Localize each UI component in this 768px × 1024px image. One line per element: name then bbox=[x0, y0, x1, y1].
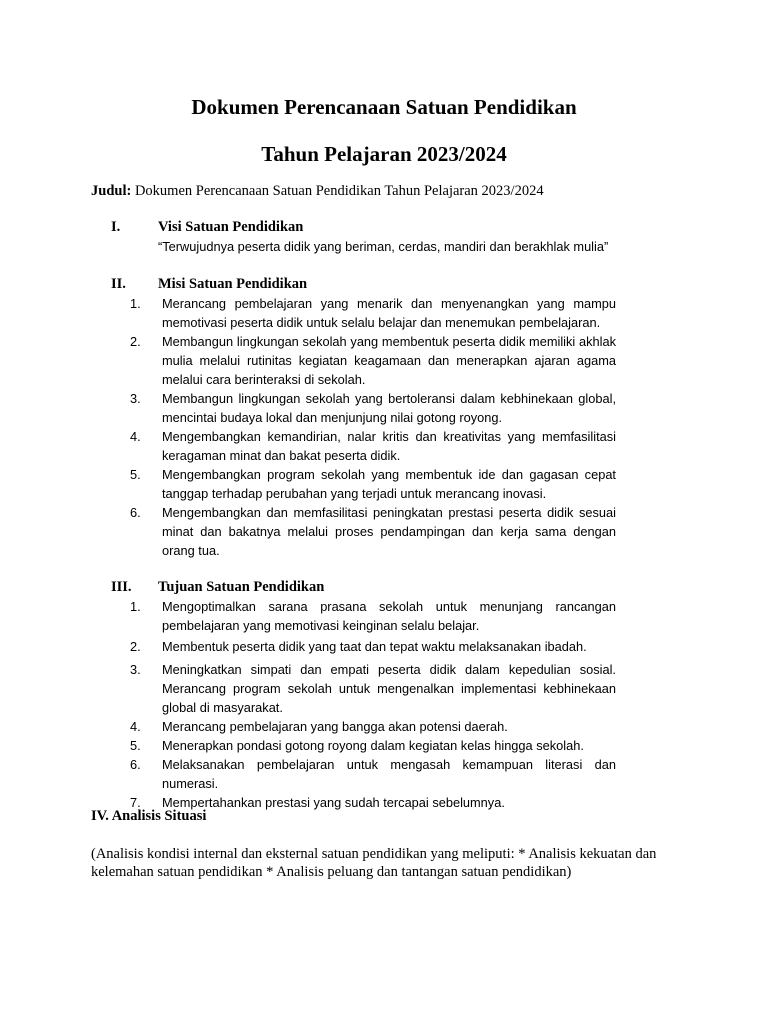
section-visi-title: Visi Satuan Pendidikan bbox=[158, 219, 304, 235]
judul-text: Dokumen Perencanaan Satuan Pendidikan Tahun Pelajaran 2023/2024 bbox=[131, 183, 544, 199]
section-tujuan-number: III. bbox=[111, 579, 132, 595]
list-item-number: 4. bbox=[130, 719, 141, 734]
misi-list bbox=[130, 294, 616, 560]
document-title-line1: Dokumen Perencanaan Satuan Pendidikan bbox=[191, 95, 577, 119]
list-item-text: Menerapkan pondasi gotong royong dalam kegiatan kelas hingga sekolah. bbox=[162, 738, 584, 753]
section-misi-title: Misi Satuan Pendidikan bbox=[158, 276, 308, 292]
list-item-number: 4. bbox=[130, 429, 141, 444]
list-item-number: 6. bbox=[130, 505, 141, 520]
list-item-number: 5. bbox=[130, 467, 141, 482]
list-item-text: Mengembangkan program sekolah yang membentuk ide dan gagasan cepat tanggap terhadap perubahan yang terjadi untuk merancang inovasi. bbox=[162, 467, 616, 501]
list-item-number: 3. bbox=[130, 391, 141, 406]
list-item-number: 2. bbox=[130, 334, 141, 349]
list-item bbox=[130, 503, 616, 560]
list-item-text: Mengembangkan kemandirian, nalar kritis dan kreativitas yang memfasilitasi keragaman minat dan bakat peserta didik. bbox=[162, 429, 616, 463]
document-title-line2: Tahun Pelajaran 2023/2024 bbox=[261, 142, 507, 166]
section-misi-number: II. bbox=[111, 276, 126, 292]
analisis-text: (Analisis kondisi internal dan eksternal satuan pendidikan yang meliputi: * Analisis kekuatan dan kelemahan satuan pendidikan * Analisis peluang dan tantangan satuan pendidikan) bbox=[91, 846, 657, 880]
section-visi-number: I. bbox=[111, 219, 121, 235]
list-item-text: Mengembangkan dan memfasilitasi peningkatan prestasi peserta didik sesuai minat dan bakatnya melalui proses pendampingan dan kerja sama dengan orang tua. bbox=[162, 505, 616, 558]
judul-line bbox=[91, 183, 544, 200]
list-item-text: Merancang pembelajaran yang menarik dan menyenangkan yang mampu memotivasi peserta didik untuk selalu belajar dan menemukan pembelajaran. bbox=[162, 296, 616, 330]
list-item bbox=[130, 637, 616, 656]
list-item-text: Merancang pembelajaran yang bangga akan potensi daerah. bbox=[162, 719, 508, 734]
list-item-number: 5. bbox=[130, 738, 141, 753]
list-item bbox=[130, 717, 616, 736]
list-item bbox=[130, 597, 616, 635]
list-item-number: 3. bbox=[130, 662, 141, 677]
list-item-text: Meningkatkan simpati dan empati peserta didik dalam kepedulian sosial. Merancang program sekolah untuk mengenalkan implementasi kebhinekaan global di masyarakat. bbox=[162, 662, 616, 715]
list-item bbox=[130, 736, 616, 755]
tujuan-list bbox=[130, 597, 616, 812]
list-item-text: Mengoptimalkan sarana prasana sekolah untuk menunjang rancangan pembelajaran yang memotivasi keinginan selalu belajar. bbox=[162, 599, 616, 633]
list-item bbox=[130, 332, 616, 389]
list-item bbox=[130, 294, 616, 332]
list-item bbox=[130, 755, 616, 793]
list-item-number: 2. bbox=[130, 639, 141, 654]
list-item bbox=[130, 465, 616, 503]
list-item bbox=[130, 427, 616, 465]
list-item-text: Membangun lingkungan sekolah yang bertoleransi dalam kebhinekaan global, mencintai budaya lokal dan menjunjung nilai gotong royong. bbox=[162, 391, 616, 425]
list-item bbox=[130, 660, 616, 717]
list-item-number: 7. bbox=[130, 795, 141, 810]
list-item-number: 1. bbox=[130, 599, 141, 614]
list-item-text: Mempertahankan prestasi yang sudah tercapai sebelumnya. bbox=[162, 795, 505, 810]
list-item-text: Membangun lingkungan sekolah yang membentuk peserta didik memiliki akhlak mulia melalui rutinitas kegiatan keagamaan dan menerapkan ajaran agama melalui cara berinteraksi di sekolah. bbox=[162, 334, 616, 387]
judul-label: Judul: bbox=[91, 183, 132, 199]
list-item-number: 1. bbox=[130, 296, 141, 311]
visi-text: “Terwujudnya peserta didik yang beriman, cerdas, mandiri dan berakhlak mulia” bbox=[158, 239, 609, 254]
list-item bbox=[130, 389, 616, 427]
list-item-number: 6. bbox=[130, 757, 141, 772]
section-tujuan-title: Tujuan Satuan Pendidikan bbox=[158, 579, 325, 595]
list-item-text: Membentuk peserta didik yang taat dan tepat waktu melaksanakan ibadah. bbox=[162, 639, 587, 654]
list-item-text: Melaksanakan pembelajaran untuk mengasah kemampuan literasi dan numerasi. bbox=[162, 757, 616, 791]
section-analisis-title: IV. Analisis Situasi bbox=[91, 808, 207, 824]
